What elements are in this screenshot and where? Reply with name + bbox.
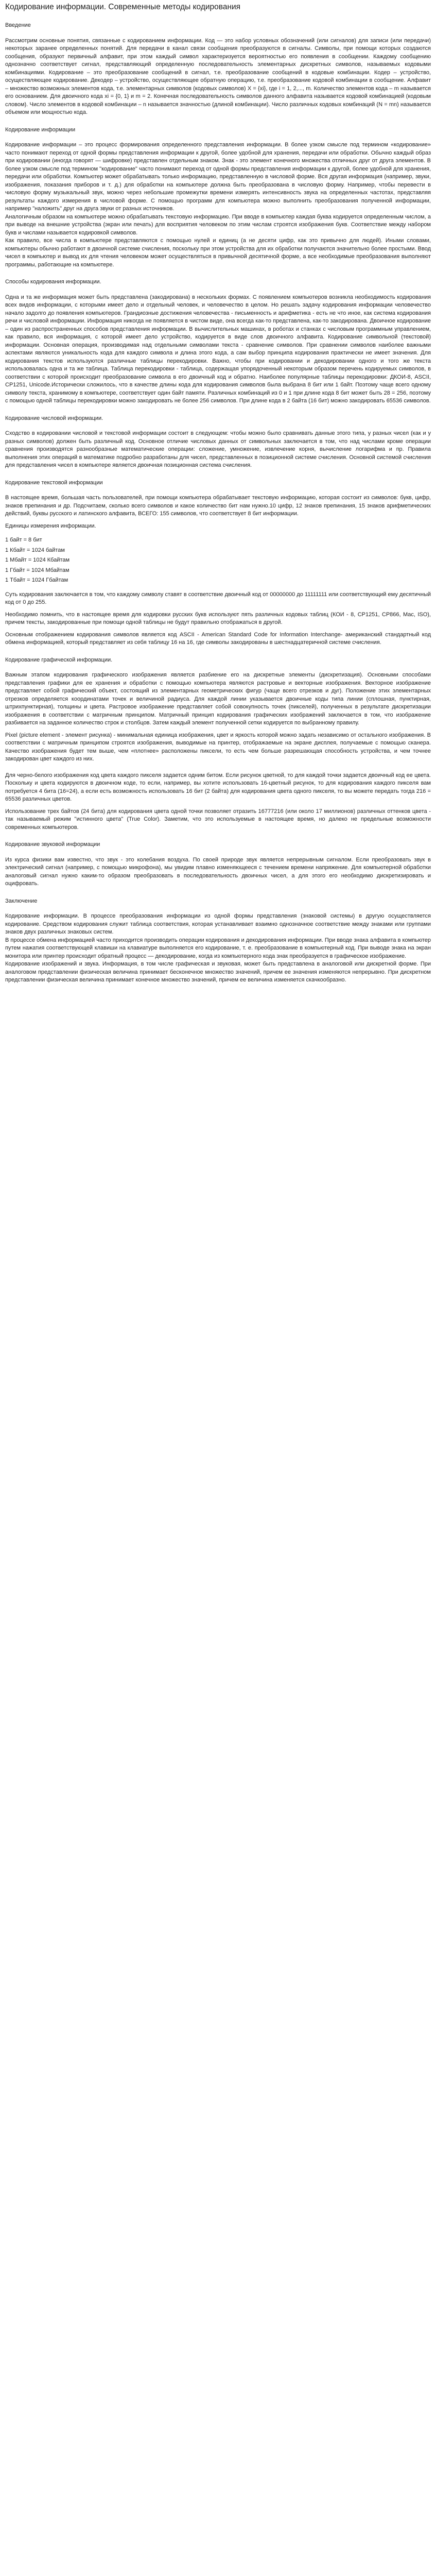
paragraph: Кодирование изображений и звука. Информация, в том числе графическая и звуковая, может быть представлена в аналоговой или дискретной форме. При аналоговом представлении физическая величина принимает бесконечное множество значений, причем ее значения изменяются непрерывно. При дискретном представлении физическая величина принимает конечное множество значений, причем ее величина изменяется скачкообразно. bbox=[5, 961, 431, 983]
paragraph: В настоящее время, большая часть пользователей, при помощи компьютера обрабатывает текстовую информацию, которая состоит из символов: букв, цифр, знаков препинания и др. Подсчитаем, сколько всего символов и какое количество бит нам нужно.10 цифр, 12 знаков препинания, 15 знаков арифметических действий, буквы русского и латинского алфавита, ВСЕГО: 155 символов, что соответствует 8 бит информации. bbox=[5, 495, 431, 517]
section-text bbox=[5, 479, 431, 647]
list-item: 1 Кбайт = 1024 байтам bbox=[5, 547, 65, 553]
section-heading: Кодирование графической информации. bbox=[5, 656, 113, 663]
paragraph: Основным отображением кодирования символов является код ASCII - American Standard Code for Information Interchange- американский стандартный код обмена информацией, который представляет из себя таблицу 16 на 16, где символы закодированы в шестнадцатеричной системе счисления. bbox=[5, 631, 431, 646]
section-methods bbox=[5, 278, 431, 405]
paragraph: Кодирование информации – это процесс формирования определенного представления информации. В более узком смысле под термином «кодирование» часто понимают переход от одной формы представления информации к другой, более удобной для хранения, передачи или обработки. Обычно каждый образ при кодировании (иногда говорят — шифровке) представлен отдельным знаком. Знак - это элемент конечного множества отличных друг от друга элементов. В более узком смысле под термином "кодирование" часто понимают переход от одной формы представления информации к другой, более удобной для хранения, передачи или обработки. Компьютер может обрабатывать только информацию, представленную в числовой форме. Вся другая информация (например, звуки, изображения, показания приборов и т. д.) для обработки на компьютере должна быть преобразована в числовую форму. Например, чтобы перевести в числовую форму музыкальный звук, можно через небольшие промежутки времени измерять интенсивность звука на определенных частотах, представляя результаты каждого измерения в числовой форме. С помощью программ для компьютера можно выполнить преобразования полученной информации, например "наложить" друг на друга звуки от разных источников. bbox=[5, 142, 431, 212]
paragraph: Одна и та же информация может быть представлена (закодирована) в нескольких формах. С появлением компьютеров возникла необходимость кодирования всех видов информации, с которыми имеет дело и отдельный человек, и человечество в целом. Но решать задачу кодирования информации человечество начало задолго до появления компьютеров. Грандиозные достижения человечества - письменность и арифметика - есть не что иное, как система кодирования речи и числовой информации. Информация никогда не появляется в чистом виде, она всегда как-то представлена, как-то закодирована. Двоичное кодирование – один из распространенных способов представления информации. В вычислительных машинах, в роботах и станках с числовым программным управлением, как правило, вся информация, с которой имеет дело устройство, кодируется в виде слов двоичного алфавита. Кодирование символьной (текстовой) информации. Основная операция, производимая над отдельными символами текста - сравнение символов. При сравнении символов наиболее важными аспектами являются уникальность кода для каждого символа и длина этого кода, а сам выбор принципа кодирования практически не имеет значения. Для кодирования текстов используются различные таблицы перекодировки. Важно, чтобы при кодировании и декодировании одного и того же текста использовалась одна и та же таблица. Таблица перекодировки - таблица, содержащая упорядоченный некоторым образом перечень кодируемых символов, в соответствии с которой происходит преобразование символа в его двоичный код и обратно. Наиболее популярные таблицы перекодировки: ДКОИ-8, ASCII, CP1251, Unicode.Исторически сложилось, что в качестве длины кода для кодирования символов была выбрана 8 бит или 1 байт. Поэтому чаще всего одному символу текста, хранимому в компьютере, соответствует один байт памяти. Различных комбинаций из 0 и 1 при длине кода 8 бит может быть 28 = 256, поэтому с помощью одной таблицы перекодировки можно закодировать не более 256 символов. При длине кода в 2 байта (16 бит) можно закодировать 65536 символов. bbox=[5, 294, 431, 404]
section-intro bbox=[5, 22, 431, 117]
list-title: Единицы измерения информации. bbox=[5, 522, 96, 529]
page-title: Кодирование информации. Современные методы кодирования bbox=[5, 3, 241, 11]
list-item: 1 Тбайт = 1024 Гбайтам bbox=[5, 577, 68, 583]
section-numeric bbox=[5, 415, 431, 470]
paragraph: Рассмотрим основные понятия, связанные с кодированием информации. Код — это набор условных обозначений (или сигналов) для записи (или передачи) некоторых заранее определенных понятий. Для передачи в канал связи сообщения преобразуются в сигналы. Символы, при помощи которых создаются сообщения, образуют первичный алфавит, при этом каждый символ характеризуется вероятностью его появления в сообщении. Каждому сообщению однозначно соответствует сигнал, представляющий определенную последовательность элементарных дискретных символов, называемых кодовыми комбинациями. Кодирование – это преобразование сообщений в сигнал, т.е. преобразование сообщений в кодовые комбинации. Кодер – устройство, осуществляющее кодирование. Декодер – устройство, осуществляющее обратную операцию, т.е. преобразование кодовой комбинации в сообщение. Алфавит – множество возможных элементов кода, т.е. элементарных символов (кодовых символов) X = {xi}, где i = 1, 2,..., m. Количество элементов кода – m называется его основанием. Для двоичного кода xi = {0, 1} и m = 2. Конечная последовательность символов данного алфавита называется кодовой комбинацией (кодовым словом). Число элементов в кодовой комбинации – n называется значностью (длиной комбинации). Число различных кодовых комбинаций (N = mn) называется объемом или мощностью кода. bbox=[5, 37, 431, 115]
section-heading: Способы кодирования информации. bbox=[5, 279, 101, 285]
paragraph: Аналогичным образом на компьютере можно обрабатывать текстовую информацию. При вводе в компьютер каждая буква кодируется определенным числом, а при выводе на внешние устройства (экран или печать) для восприятия человеком по этим числам строятся изображения букв. Соответствие между набором букв и числами называется кодировкой символов. bbox=[5, 213, 431, 236]
paragraph: Сходство в кодировании числовой и текстовой информации состоит в следующем: чтобы можно было сравнивать данные этого типа, у разных чисел (как и у разных символов) должен быть различный код. Основное отличие числовых данных от символьных заключается в том, что над числами кроме операции сравнения производятся разнообразные математические операции: сложение, умножение, извлечение корня, вычисление логарифма и пр. Правила выполнения этих операций в математике подробно разработаны для чисел, представленных в позиционной системе счисления. Основной системой счисления для представления чисел в компьютере является двоичная позиционная система счисления. bbox=[5, 430, 431, 468]
list-item: 1 Гбайт = 1024 Мбайтам bbox=[5, 567, 69, 573]
list-item: 1 байт = 8 бит bbox=[5, 537, 42, 543]
paragraph: Pixel (picture element - элемент рисунка) - минимальная единица изображения, цвет и яркость которой можно задать независимо от остального изображения. В соответствии с матричным принципом строятся изображения, выводимые на принтер, отображаемые на экране дисплея, получаемые с помощью сканера. Качество изображения будет тем выше, чем «плотнее» расположены пиксели, то есть чем больше разрешающая способность устройства, и чем точнее закодирован цвет каждого из них. bbox=[5, 732, 431, 762]
paragraph: Как правило, все числа в компьютере представляются с помощью нулей и единиц (а не десяти цифр, как это привычно для людей). Иными словами, компьютеры обычно работают в двоичной системе счисления, поскольку при этом устройства для их обработки получаются значительно более простыми. Ввод чисел в компьютер и вывод их для чтения человеком может осуществляться в привычной десятичной форме, а все необходимые преобразования выполняют программы, работающие на компьютере. bbox=[5, 238, 431, 268]
section-graphics bbox=[5, 656, 431, 832]
paragraph: Использование трех байтов (24 бита) для кодирования цвета одной точки позволяет отразить 16777216 (или около 17 миллионов) различных оттенков цвета - так называемый режим "истинного цвета" (True Color). Заметим, что это используемые в настоящее время, но далеко не предельные возможности современных компьютеров. bbox=[5, 808, 431, 831]
section-encoding bbox=[5, 126, 431, 269]
paragraph: Кодирование информации. В процессе преобразования информации из одной формы представления (знаковой системы) в другую осуществляется кодирование. Средством кодирования служит таблица соответствия, которая устанавливает взаимно однозначное соответствие между знаками или группами знаков двух различных знаковых систем. bbox=[5, 913, 431, 935]
paragraph: Для черно-белого изображения код цвета каждого пикселя задается одним битом. Если рисунок цветной, то для каждой точки задается двоичный код ее цвета. Поскольку и цвета кодируются в двоичном коде, то если, например, вы хотите использовать 16-цветный рисунок, то для кодирования каждого пикселя вам потребуется 4 бита (16=24), а если есть возможность использовать 16 бит (2 байта) для кодирования цвета одного пикселя, то вы можете передать тогда 216 = 65536 различных цветов. bbox=[5, 772, 431, 802]
section-heading: Кодирование числовой информации. bbox=[5, 415, 103, 421]
section-heading: Кодирование информации bbox=[5, 126, 76, 133]
paragraph: Важным этапом кодирования графического изображения является разбиение его на дискретные элементы (дискретизация). Основными способами представления графики для ее хранения и обработки с помощью компьютера являются растровые и векторные изображения. Векторное изображение представляет собой графический объект, состоящий из элементарных геометрических фигур (чаще всего отрезков и дуг). Положение этих элементарных отрезков определяется координатами точек и величиной радиуса. Для каждой линии указывается двоичные коды типа линии (сплошная, пунктирная, штрихпунктирная), толщины и цвета. Растровое изображение представляет собой совокупность точек (пикселей), полученных в результате дискретизации изображения в соответствии с матричным принципом. Матричный принцип кодирования графических изображений заключается в том, что изображение разбивается на заданное количество строк и столбцов. Затем каждый элемент полученной сетки кодируется по выбранному правилу. bbox=[5, 672, 431, 726]
paragraph: Необходимо помнить, что в настоящее время для кодировки русских букв используют пять различных кодовых таблиц (КОИ - 8, СР1251, СР866, Мас, ISO), причем тексты, закодированные при помощи одной таблицы не будут правильно отображаться в другой. bbox=[5, 611, 431, 625]
paragraph: Суть кодирования заключается в том, что каждому символу ставят в соответствие двоичный код от 00000000 до 11111111 или соответствующий ему десятичный код от 0 до 255. bbox=[5, 591, 431, 605]
section-heading: Заключение bbox=[5, 897, 38, 904]
section-audio bbox=[5, 841, 431, 888]
paragraph: Из курса физики вам известно, что звук - это колебания воздуха. По своей природе звук является непрерывным сигналом. Если преобразовать звук в электрический сигнал (например, с помощью микрофона), мы увидим плавно изменяющееся с течением времени напряжение. Для компьютерной обработки аналоговый сигнал нужно каким-то образом преобразовать в последовательность двоичных чисел, а для этого его необходимо дискретизировать и оцифровать. bbox=[5, 856, 431, 887]
section-heading: Введение bbox=[5, 22, 31, 28]
section-conclusion bbox=[5, 897, 431, 985]
paragraph: В процессе обмена информацией часто приходится производить операции кодирования и декодирования информации. При вводе знака алфавита в компьютер путем нажатия соответствующей клавиши на клавиатуре выполняется его кодирование, т. е. преобразование в компьютерный код. При выводе знака на экран монитора или принтер происходит обратный процесс — декодирование, когда из компьютерного кода знак преобразуется в графическое изображение. bbox=[5, 937, 431, 959]
list-item: 1 Мбайт = 1024 Кбайтам bbox=[5, 557, 70, 563]
document-page bbox=[0, 0, 436, 998]
section-heading: Кодирование звуковой информации bbox=[5, 841, 100, 848]
section-heading: Кодирование текстовой информации bbox=[5, 479, 103, 486]
